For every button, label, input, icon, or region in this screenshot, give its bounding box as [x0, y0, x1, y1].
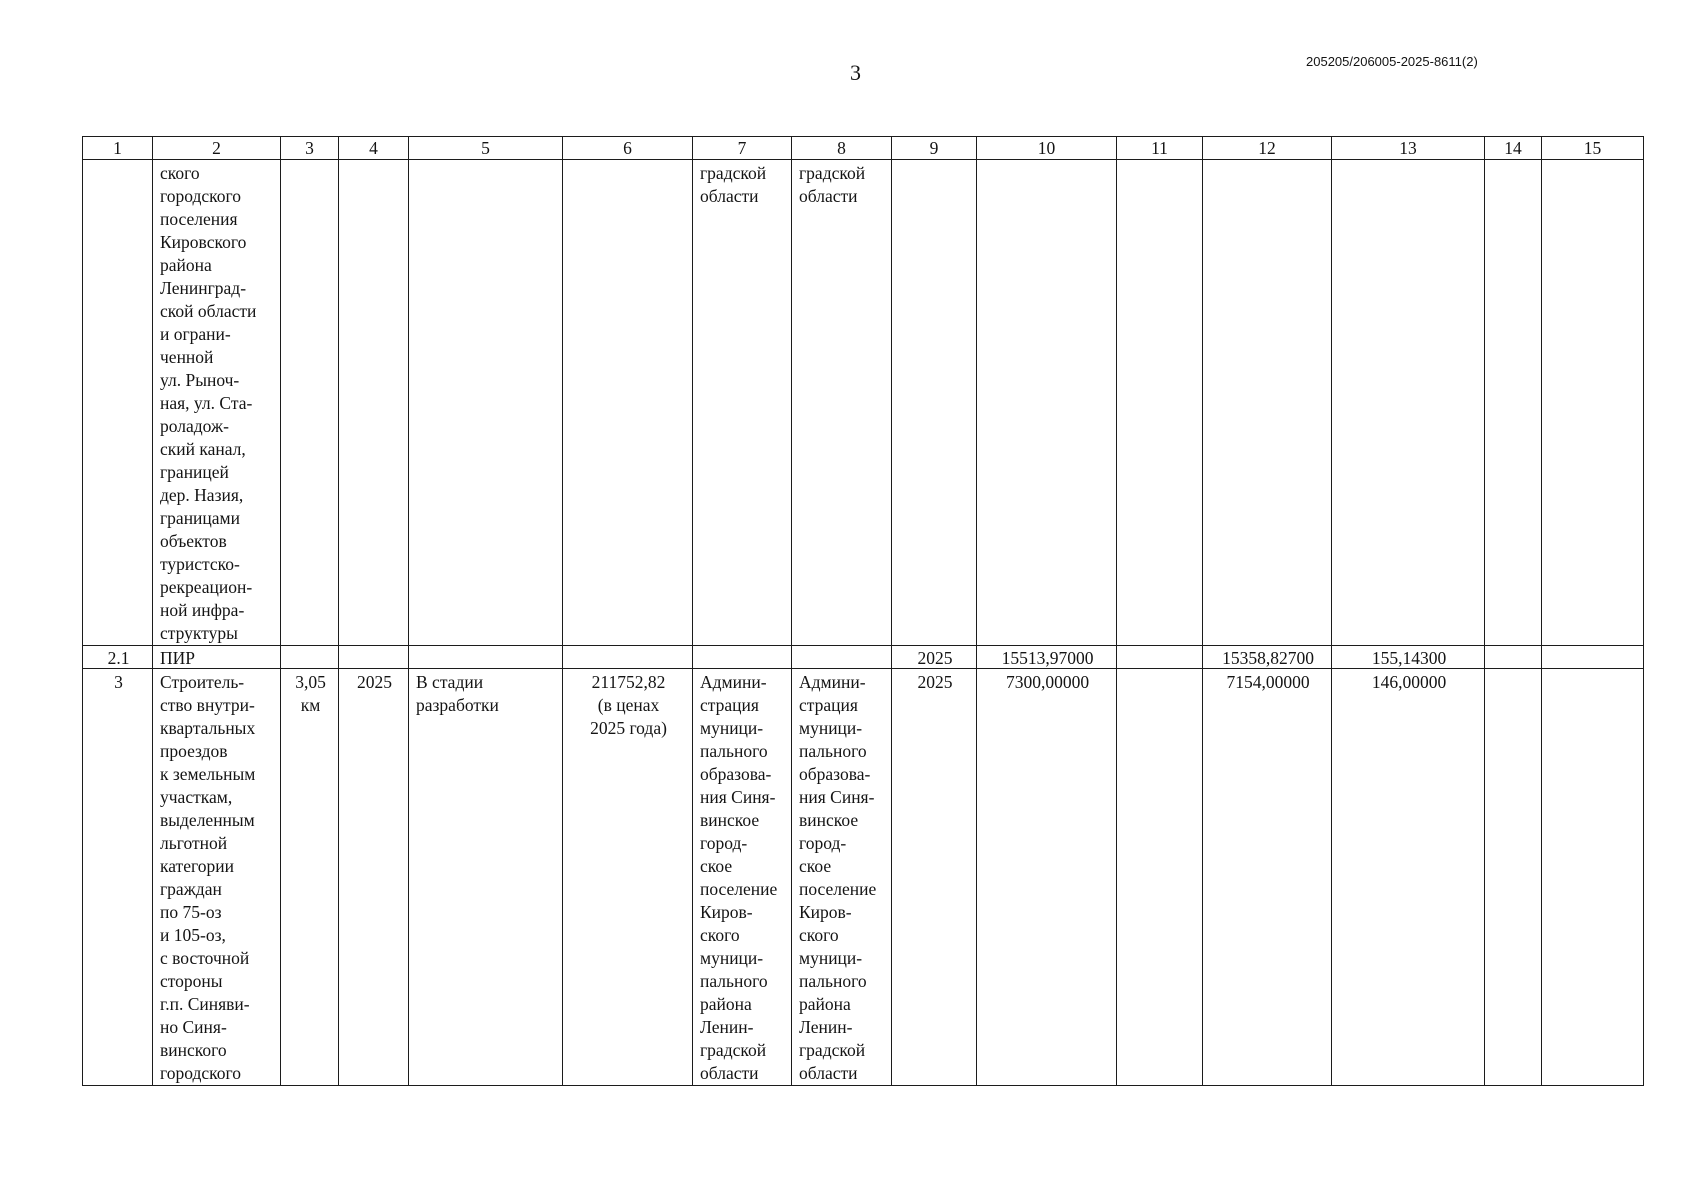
cell-col-11 — [1117, 669, 1203, 1086]
cell-total: 15513,97000 — [977, 646, 1117, 669]
cell-object-name: ского городского поселения Кировского района Ленинград- ской области и ограни- ченной ул. Рыноч- ная, ул. Ста- роладож- ский канал, границей дер. Назия, границами объектов туристско- рекреацион- ной инфра- структуры — [153, 160, 281, 646]
cell-year — [339, 646, 409, 669]
header-cell: 2 — [153, 137, 281, 160]
page-number: 3 — [850, 60, 861, 85]
cell-developer: градской области — [792, 160, 892, 646]
cell-col-11 — [1117, 160, 1203, 646]
header-cell: 7 — [693, 137, 792, 160]
header-cell: 13 — [1332, 137, 1485, 160]
cell-col-13: 146,00000 — [1332, 669, 1485, 1086]
cell-col-15 — [1542, 669, 1644, 1086]
cell-period: 2025 — [892, 646, 977, 669]
header-cell: 1 — [83, 137, 153, 160]
header-cell: 6 — [563, 137, 693, 160]
header-cell: 14 — [1485, 137, 1542, 160]
cell-col-11 — [1117, 646, 1203, 669]
cell-number: 2.1 — [83, 646, 153, 669]
cell-col-14 — [1485, 160, 1542, 646]
cell-status: В стадии разработки — [409, 669, 563, 1086]
table-row-continuation — [83, 160, 1644, 646]
cell-estimated-cost — [563, 160, 693, 646]
cell-col-13: 155,14300 — [1332, 646, 1485, 669]
cell-capacity: 3,05 км — [281, 669, 339, 1086]
cell-capacity — [281, 646, 339, 669]
cell-customer: Админи- страция муници- пального образова- ния Синя- винское город- ское поселение Киров- ского муници- пального района Ленин- градской области — [693, 669, 792, 1086]
cell-year — [339, 160, 409, 646]
cell-col-13 — [1332, 160, 1485, 646]
cell-col-12 — [1203, 160, 1332, 646]
cell-year: 2025 — [339, 669, 409, 1086]
header-row — [83, 137, 1644, 160]
cell-col-14 — [1485, 669, 1542, 1086]
document-id: 205205/206005-2025-8611(2) — [1306, 54, 1478, 69]
table-row-3 — [83, 669, 1644, 1086]
cell-col-15 — [1542, 160, 1644, 646]
cell-object-name: ПИР — [153, 646, 281, 669]
header-cell: 12 — [1203, 137, 1332, 160]
cell-estimated-cost: 211752,82 (в ценах 2025 года) — [563, 669, 693, 1086]
header-cell: 4 — [339, 137, 409, 160]
cell-customer — [693, 646, 792, 669]
cell-total: 7300,00000 — [977, 669, 1117, 1086]
cell-col-15 — [1542, 646, 1644, 669]
data-table — [82, 136, 1644, 1086]
cell-total — [977, 160, 1117, 646]
cell-period: 2025 — [892, 669, 977, 1086]
cell-col-12: 7154,00000 — [1203, 669, 1332, 1086]
header-cell: 8 — [792, 137, 892, 160]
header-cell: 9 — [892, 137, 977, 160]
cell-number: 3 — [83, 669, 153, 1086]
cell-developer — [792, 646, 892, 669]
cell-status — [409, 160, 563, 646]
header-cell: 3 — [281, 137, 339, 160]
cell-capacity — [281, 160, 339, 646]
cell-col-14 — [1485, 646, 1542, 669]
cell-status — [409, 646, 563, 669]
cell-number — [83, 160, 153, 646]
cell-estimated-cost — [563, 646, 693, 669]
header-cell: 15 — [1542, 137, 1644, 160]
cell-customer: градской области — [693, 160, 792, 646]
header-cell: 11 — [1117, 137, 1203, 160]
header-cell: 5 — [409, 137, 563, 160]
header-cell: 10 — [977, 137, 1117, 160]
cell-object-name: Строитель- ство внутри- квартальных проездов к земельным участкам, выделенным льготной категории граждан по 75-оз и 105-оз, с восточной стороны г.п. Синяви- но Синя- винского городского — [153, 669, 281, 1086]
table-row-2-1 — [83, 646, 1644, 669]
cell-col-12: 15358,82700 — [1203, 646, 1332, 669]
cell-period — [892, 160, 977, 646]
cell-developer: Админи- страция муници- пального образова- ния Синя- винское город- ское поселение Киров- ского муници- пального района Ленин- градской области — [792, 669, 892, 1086]
